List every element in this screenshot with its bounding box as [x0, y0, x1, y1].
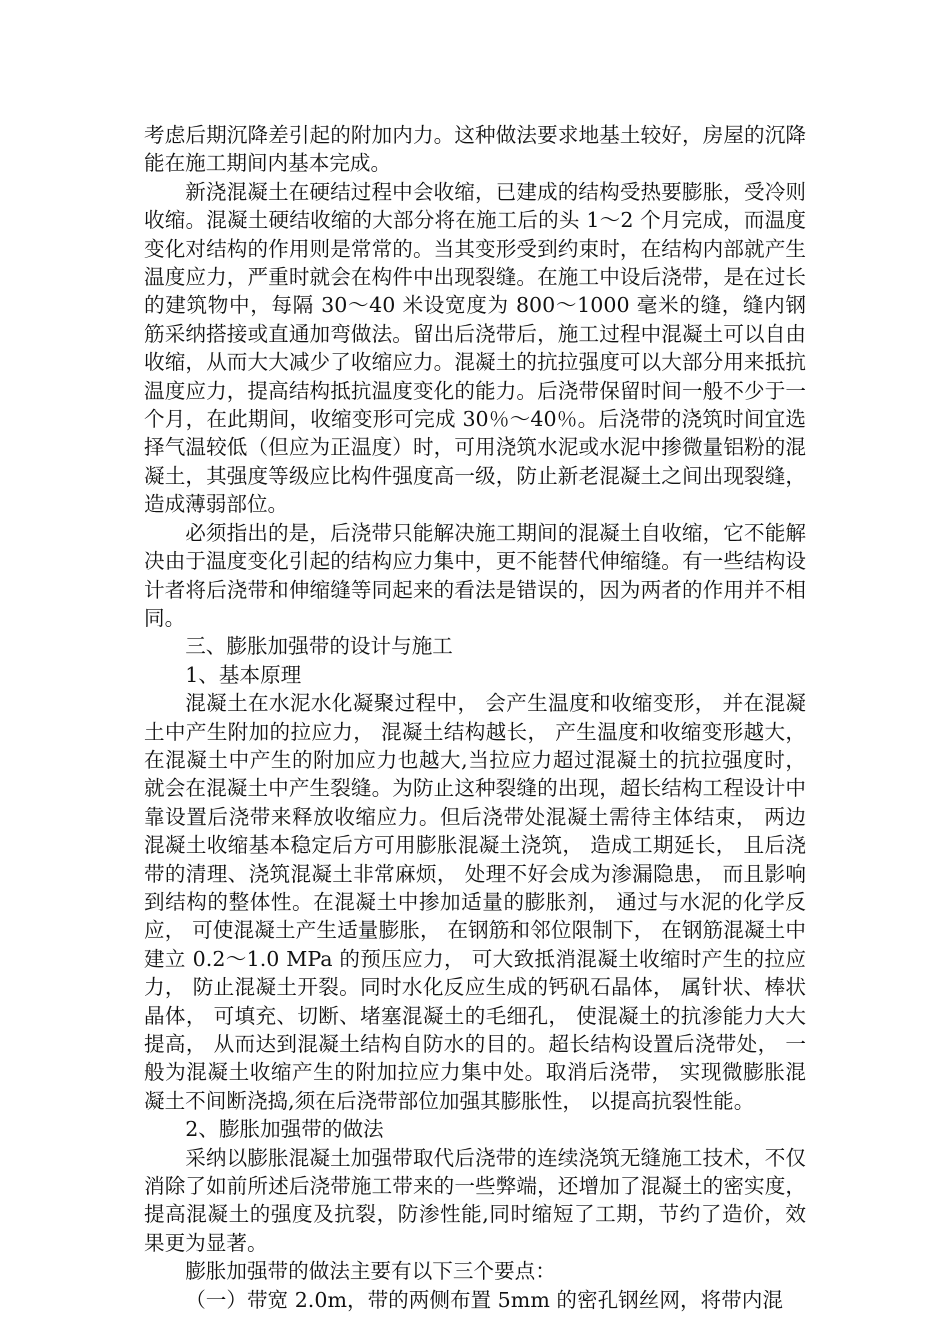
- subsection-heading: 2、膨胀加强带的做法: [185, 1117, 384, 1142]
- paragraph: 新浇混凝土在硬结过程中会收缩，已建成的结构受热要膨胀，受冷则收缩。混凝土硬结收缩的大部分将在施工后的头 1～2 个月完成，而温度变化对结构的作用则是常常的。当其变形受到约束时，在结构内部就产生温度应力，严重时就会在构件中出现裂缝。在施工中设后浇带，是在过长的建筑物中，每隔 30～40 米设宽度为 800～1000 毫米的缝，缝内钢筋采纳搭接或直通加弯做法。留出后浇带后，施工过程中混凝土可以自由收缩，从而大大减少了收缩应力。混凝土的抗拉强度可以大部分用来抵抗温度应力，提高结构抵抗温度变化的能力。后浇带保留时间一般不少于一个月，在此期间，收缩变形可完成 30％～40％。后浇带的浇筑时间宜选择气温较低（但应为正温度）时，可用浇筑水泥或水泥中掺微量铝粉的混凝土，其强度等级应比构件强度高一级，防止新老混凝土之间出现裂缝，造成薄弱部位。: [144, 179, 806, 517]
- document-body: [144, 121, 806, 1314]
- paragraph: 混凝土在水泥水化凝聚过程中， 会产生温度和收缩变形， 并在混凝土中产生附加的拉应力， 混凝土结构越长， 产生温度和收缩变形越大， 在混凝土中产生的附加应力也越大,当拉应力超过混凝土的抗拉强度时， 就会在混凝土中产生裂缝。为防止这种裂缝的出现，超长结构工程设计中靠设置后浇带来释放收缩应力。但后浇带处混凝土需待主体结束， 两边混凝土收缩基本稳定后方可用膨胀混凝土浇筑， 造成工期延长， 且后浇带的清理、浇筑混凝土非常麻烦， 处理不好会成为渗漏隐患， 而且影响到结构的整体性。在混凝土中掺加适量的膨胀剂， 通过与水泥的化学反应， 可使混凝土产生适量膨胀， 在钢筋和邻位限制下， 在钢筋混凝土中建立 0.2～1.0 MPa 的预压应力， 可大致抵消混凝土收缩时产生的拉应力， 防止混凝土开裂。同时水化反应生成的钙矾石晶体， 属针状、棒状晶体， 可填充、切断、堵塞混凝土的毛细孔， 使混凝土的抗渗能力大大提高， 从而达到混凝土结构自防水的目的。超长结构设置后浇带处， 一般为混凝土收缩产生的附加拉应力集中处。取消后浇带， 实现微膨胀混凝土不间断浇捣,须在后浇带部位加强其膨胀性， 以提高抗裂性能。: [144, 691, 806, 1113]
- subsection-heading: 1、基本原理: [185, 662, 302, 687]
- paragraph: 考虑后期沉降差引起的附加内力。这种做法要求地基土较好，房屋的沉降能在施工期间内基本完成。: [144, 123, 806, 176]
- list-item: （一）带宽 2.0m，带的两侧布置 5mm 的密孔钢丝网，将带内混: [185, 1287, 783, 1312]
- paragraph: 膨胀加强带的做法主要有以下三个要点：: [185, 1259, 556, 1284]
- paragraph: 必须指出的是，后浇带只能解决施工期间的混凝土自收缩，它不能解决由于温度变化引起的结构应力集中，更不能替代伸缩缝。有一些结构设计者将后浇带和伸缩缝等同起来的看法是错误的，因为两者的作用并不相同。: [144, 520, 806, 630]
- section-heading: 三、膨胀加强带的设计与施工: [185, 634, 453, 659]
- paragraph: 采纳以膨胀混凝土加强带取代后浇带的连续浇筑无缝施工技术，不仅消除了如前所述后浇带施工带来的一些弊端，还增加了混凝土的密实度，提高混凝土的强度及抗裂，防渗性能,同时缩短了工期，节约了造价，效果更为显著。: [144, 1145, 806, 1255]
